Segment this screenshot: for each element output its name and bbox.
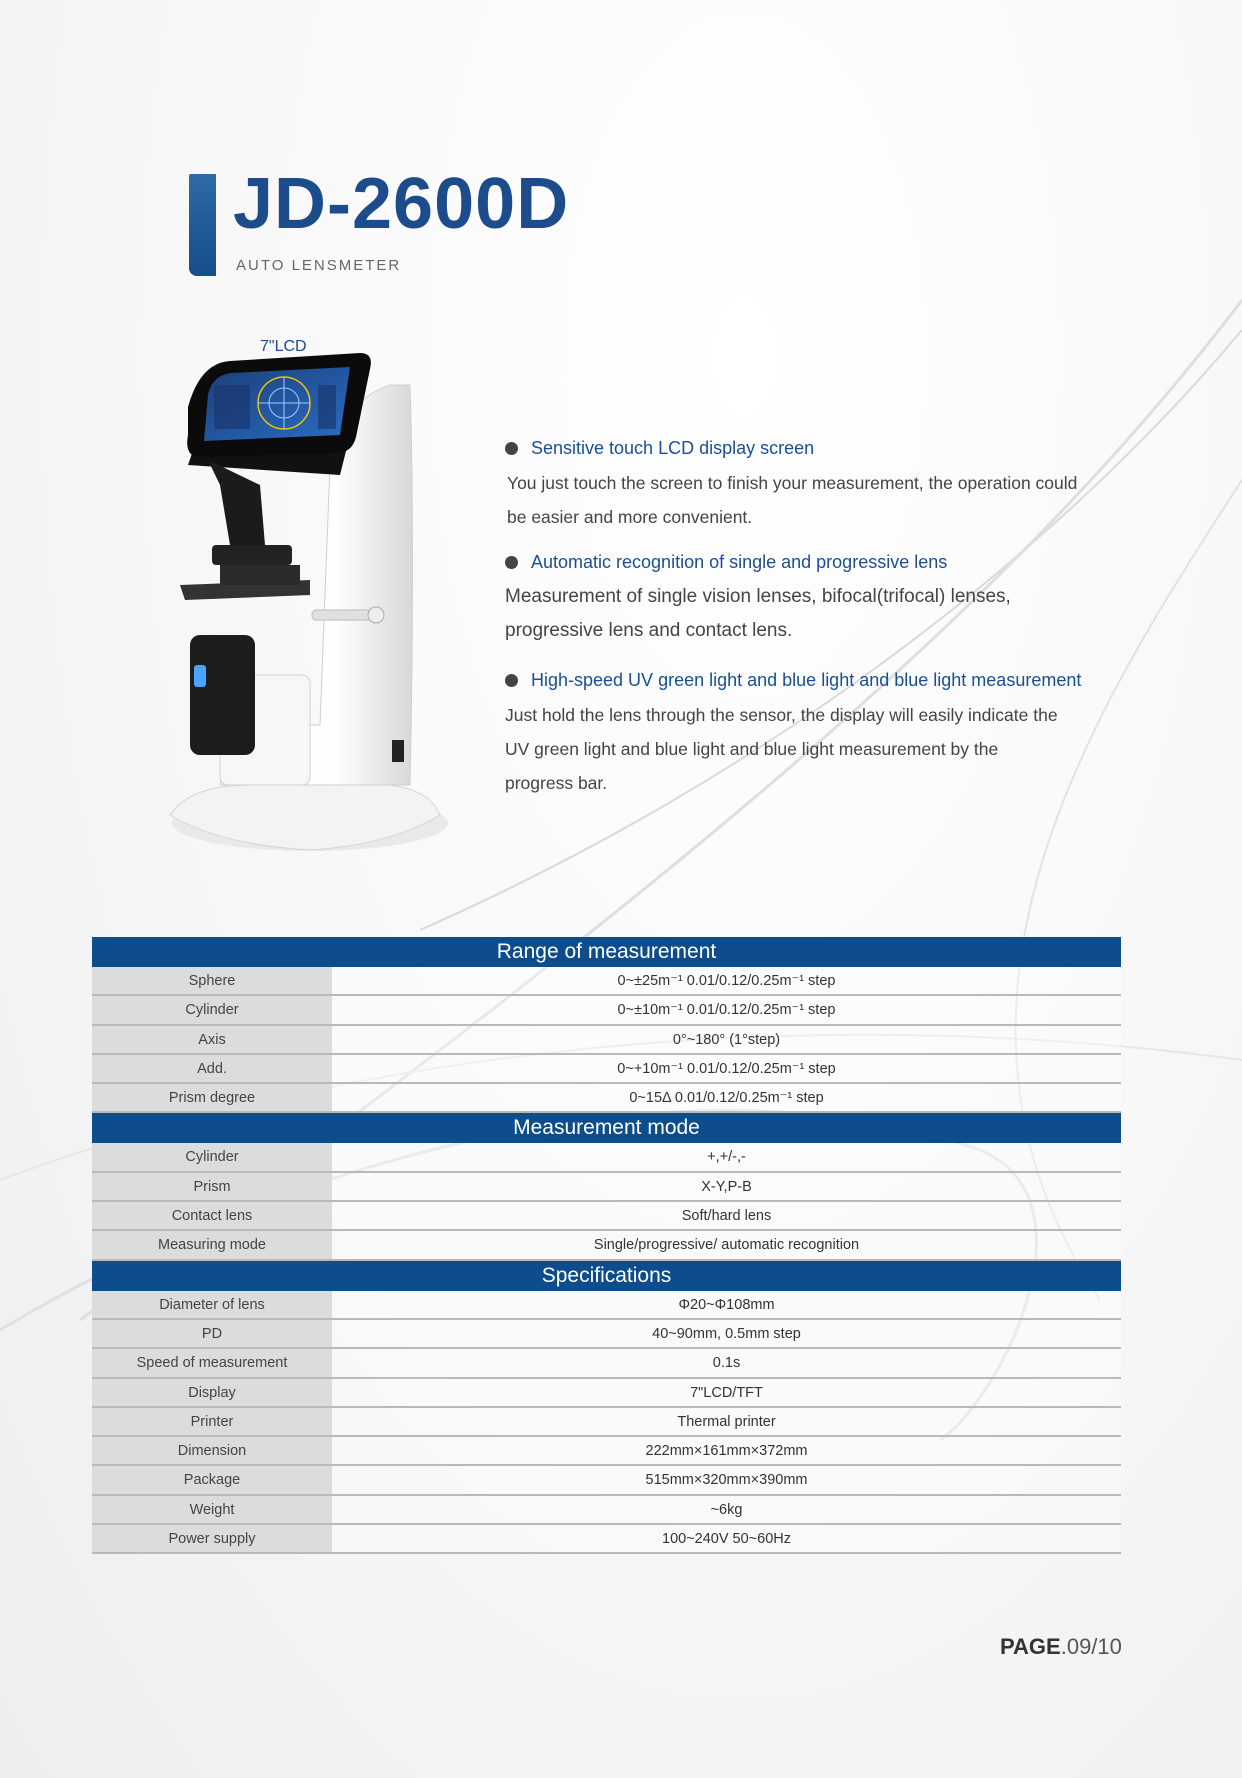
table-row — [92, 1379, 1121, 1408]
table-row — [92, 1349, 1121, 1378]
table-row — [92, 996, 1121, 1025]
table-row — [92, 1496, 1121, 1525]
table-row — [92, 1173, 1121, 1202]
row-value: Φ20~Φ108mm — [332, 1291, 1121, 1318]
product-subtitle: AUTO LENSMETER — [236, 257, 402, 274]
table-row — [92, 1291, 1121, 1320]
row-label: Axis — [92, 1026, 332, 1053]
row-label: Diameter of lens — [92, 1291, 332, 1318]
table-row — [92, 1466, 1121, 1495]
row-value: 0.1s — [332, 1349, 1121, 1376]
row-label: Add. — [92, 1055, 332, 1082]
row-value: ~6kg — [332, 1496, 1121, 1523]
row-value: Single/progressive/ automatic recognition — [332, 1231, 1121, 1258]
row-value: 0~±10m⁻¹ 0.01/0.12/0.25m⁻¹ step — [332, 996, 1121, 1023]
row-label: Measuring mode — [92, 1231, 332, 1258]
row-value: 40~90mm, 0.5mm step — [332, 1320, 1121, 1347]
lcd-callout-label: 7"LCD — [260, 338, 307, 355]
feature-touch-lcd — [505, 436, 1125, 534]
row-label: Dimension — [92, 1437, 332, 1464]
section-header-range: Range of measurement — [92, 937, 1121, 967]
table-row — [92, 1055, 1121, 1084]
feature-uv-light — [505, 668, 1125, 800]
brand-accent-bar — [189, 174, 216, 276]
row-value: 222mm×161mm×372mm — [332, 1437, 1121, 1464]
row-label: Cylinder — [92, 996, 332, 1023]
table-row — [92, 1408, 1121, 1437]
table-row — [92, 1320, 1121, 1349]
feature-title: Automatic recognition of single and progressive lens — [531, 551, 948, 572]
table-row — [92, 1084, 1121, 1113]
bullet-icon — [505, 442, 518, 455]
row-label: Contact lens — [92, 1202, 332, 1229]
row-value: 0~15Δ 0.01/0.12/0.25m⁻¹ step — [332, 1084, 1121, 1111]
row-label: Prism degree — [92, 1084, 332, 1111]
lensmeter-device-image — [160, 345, 460, 865]
bullet-icon — [505, 674, 518, 687]
table-row — [92, 1026, 1121, 1055]
table-row — [92, 1202, 1121, 1231]
row-value: +,+/-,- — [332, 1143, 1121, 1170]
feature-description: Just hold the lens through the sensor, the display will easily indicate the UV green light and blue light and blue light measurement by the progress bar. — [505, 705, 1058, 793]
row-label: Speed of measurement — [92, 1349, 332, 1376]
table-row — [92, 1437, 1121, 1466]
row-value: 100~240V 50~60Hz — [332, 1525, 1121, 1552]
table-row — [92, 1525, 1121, 1554]
row-label: Printer — [92, 1408, 332, 1435]
row-value: 0~±25m⁻¹ 0.01/0.12/0.25m⁻¹ step — [332, 967, 1121, 994]
feature-title: High-speed UV green light and blue light and blue light measurement — [531, 669, 1082, 690]
table-row — [92, 1143, 1121, 1172]
row-label: Sphere — [92, 967, 332, 994]
bullet-icon — [505, 556, 518, 569]
row-label: Prism — [92, 1173, 332, 1200]
row-value: 0°~180° (1°step) — [332, 1026, 1121, 1053]
row-value: Soft/hard lens — [332, 1202, 1121, 1229]
row-value: 0~+10m⁻¹ 0.01/0.12/0.25m⁻¹ step — [332, 1055, 1121, 1082]
feature-description: You just touch the screen to finish your measurement, the operation could be easier and more convenient. — [507, 473, 1078, 527]
row-label: Weight — [92, 1496, 332, 1523]
row-value: X-Y,P-B — [332, 1173, 1121, 1200]
row-value: Thermal printer — [332, 1408, 1121, 1435]
table-row — [92, 967, 1121, 996]
row-label: Display — [92, 1379, 332, 1406]
page-number: PAGE.09/10 — [1000, 1634, 1122, 1659]
spec-table — [92, 937, 1121, 1554]
row-value: 7"LCD/TFT — [332, 1379, 1121, 1406]
feature-title: Sensitive touch LCD display screen — [531, 437, 815, 458]
row-label: Cylinder — [92, 1143, 332, 1170]
product-title: JD-2600D — [233, 164, 570, 244]
table-row — [92, 1231, 1121, 1260]
row-label: PD — [92, 1320, 332, 1347]
section-header-mode: Measurement mode — [92, 1113, 1121, 1143]
feature-description: Measurement of single vision lenses, bifocal(trifocal) lenses, progressive lens and contact lens. — [505, 586, 1011, 641]
feature-auto-recognition — [505, 550, 1125, 648]
row-label: Power supply — [92, 1525, 332, 1552]
section-header-specifications: Specifications — [92, 1261, 1121, 1291]
row-label: Package — [92, 1466, 332, 1493]
row-value: 515mm×320mm×390mm — [332, 1466, 1121, 1493]
